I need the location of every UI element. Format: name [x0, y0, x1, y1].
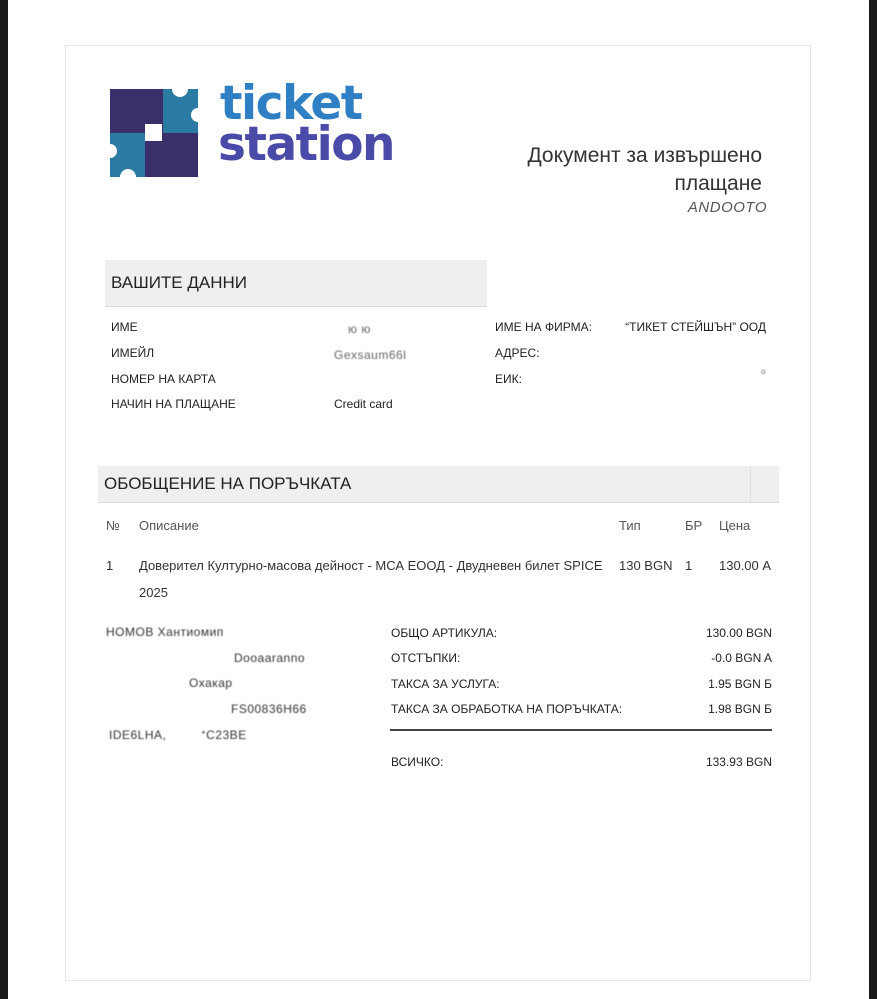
total-label-discounts: ОТСТЪПКИ:: [391, 651, 461, 665]
grand-total-label: ВСИЧКО:: [391, 755, 444, 769]
note-line: ᐩС23ВЕ: [201, 728, 247, 742]
item-qty: 1: [685, 558, 693, 573]
totals-divider: [390, 729, 772, 731]
company-label-address: АДРЕС:: [495, 346, 540, 360]
customer-value-name: ю ю: [348, 322, 371, 336]
ticket-station-logo: [110, 76, 400, 179]
item-price: 130.00 А: [719, 558, 772, 573]
col-header-type: Тип: [619, 518, 641, 533]
col-header-price: Цена: [719, 518, 751, 533]
note-line: IDE6LHA,: [109, 728, 167, 742]
logo-word-station: station: [218, 117, 394, 172]
customer-value-email: Gexsaum66l: [334, 348, 407, 362]
item-description-line2: 2025: [139, 585, 168, 600]
customer-section-heading: [105, 260, 487, 307]
order-section-heading: [98, 466, 779, 503]
customer-heading-text: ВАШИТЕ ДАННИ: [111, 273, 247, 292]
document-title: Документ за извършено плащане: [527, 144, 762, 195]
col-header-no: №: [106, 518, 120, 533]
order-heading-text: ОБОБЩЕНИЕ НА ПОРЪЧКАТА: [104, 474, 352, 493]
customer-value-payment: Credit card: [334, 397, 393, 411]
item-type: 130 BGN: [619, 558, 673, 573]
item-no: 1: [106, 558, 114, 573]
item-description-line1: Доверител Културно-масова дейност - МСА ЕООД - Двудневен билет SPICE: [139, 558, 603, 573]
note-line: Dooaaranno: [234, 651, 306, 665]
customer-label-email: ИМЕЙЛ: [111, 346, 155, 360]
total-label-items: ОБЩО АРТИКУЛА:: [391, 626, 498, 640]
total-label-processing-fee: ТАКСА ЗА ОБРАБОТКА НА ПОРЪЧКАТА:: [391, 702, 623, 716]
customer-label-name: ИМЕ: [111, 320, 138, 334]
col-header-qty: БР: [685, 518, 703, 533]
col-header-description: Описание: [139, 518, 199, 533]
heading-divider: [750, 466, 751, 502]
total-value-processing-fee: 1.98 BGN Б: [708, 702, 772, 716]
note-line: Охакар: [189, 676, 233, 690]
logo-wordmark: [218, 76, 394, 172]
note-line: НОМОВ Хантиомип: [106, 625, 224, 639]
company-value-name: “ТИКЕТ СТЕЙШЪН” ООД: [625, 320, 766, 334]
company-label-name: ИМЕ НА ФИРМА:: [495, 320, 592, 334]
total-value-items: 130.00 BGN: [705, 626, 772, 640]
logo-word-ticket: ticket: [220, 76, 362, 131]
company-value-eik: ᵒ: [760, 366, 766, 380]
total-value-service-fee: 1.95 BGN Б: [708, 677, 772, 691]
company-label-eik: ЕИК:: [495, 372, 522, 386]
total-value-discounts: -0.0 BGN A: [711, 651, 772, 665]
logo-mark-icon: [110, 89, 198, 177]
document-number: ANDOOTO: [687, 199, 767, 216]
customer-label-card: НОМЕР НА КАРТА: [111, 372, 216, 386]
customer-label-payment: НАЧИН НА ПЛАЩАНЕ: [111, 397, 236, 411]
grand-total-value: 133.93 BGN: [705, 755, 772, 769]
total-label-service-fee: ТАКСА ЗА УСЛУГА:: [391, 677, 500, 691]
note-line: FS00836H66: [231, 702, 307, 716]
